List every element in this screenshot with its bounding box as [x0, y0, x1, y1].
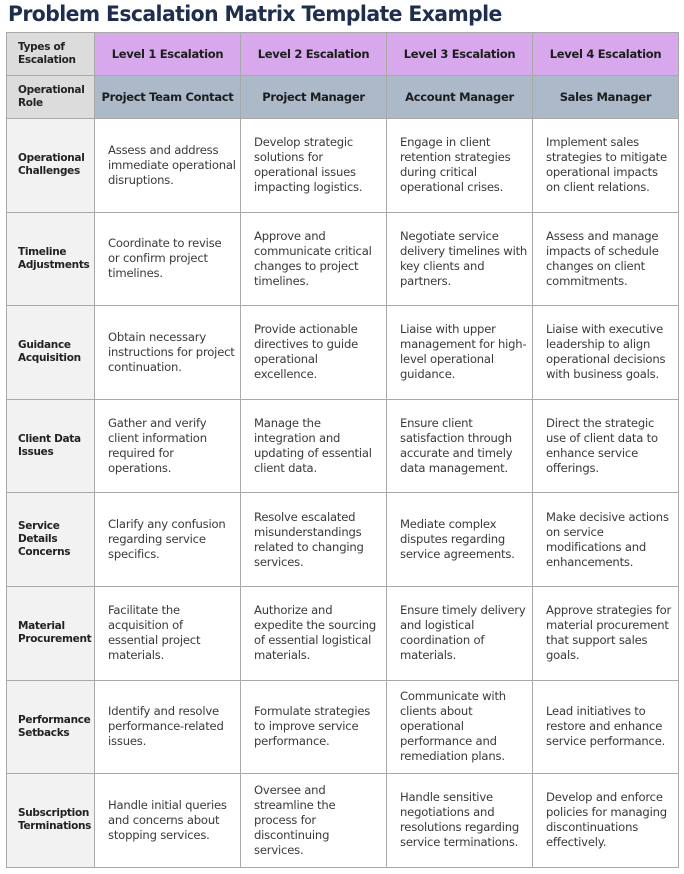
escalation-matrix-table: [6, 32, 679, 868]
escalation-type-label: Operational Challenges: [7, 119, 95, 213]
table-cell: Engage in client retention strategies during critical operational crises.: [387, 119, 533, 213]
table-cell: Ensure client satisfaction through accurate and timely data management.: [387, 399, 533, 493]
table-row: [7, 212, 679, 306]
table-cell: Communicate with clients about operational performance and remediation plans.: [387, 680, 533, 774]
table-row: [7, 586, 679, 680]
escalation-type-label: Client Data Issues: [7, 399, 95, 493]
table-cell: Develop and enforce policies for managing discontinuations effectively.: [533, 774, 679, 868]
table-cell: Authorize and expedite the sourcing of essential logistical materials.: [241, 586, 387, 680]
table-cell: Provide actionable directives to guide operational excellence.: [241, 306, 387, 400]
table-cell: Handle initial queries and concerns about stopping services.: [95, 774, 241, 868]
table-row: [7, 119, 679, 213]
table-cell: Resolve escalated misunderstandings related to changing services.: [241, 493, 387, 587]
role-level-3: Account Manager: [387, 76, 533, 119]
table-cell: Manage the integration and updating of essential client data.: [241, 399, 387, 493]
escalation-type-label: Guidance Acquisition: [7, 306, 95, 400]
table-row: [7, 493, 679, 587]
table-cell: Liaise with executive leadership to align operational decisions with business goals.: [533, 306, 679, 400]
table-cell: Mediate complex disputes regarding service agreements.: [387, 493, 533, 587]
table-cell: Direct the strategic use of client data to enhance service offerings.: [533, 399, 679, 493]
table-row: [7, 306, 679, 400]
role-level-2: Project Manager: [241, 76, 387, 119]
table-cell: Clarify any confusion regarding service specifics.: [95, 493, 241, 587]
escalation-levels-header-row: [7, 33, 679, 76]
table-cell: Assess and address immediate operational disruptions.: [95, 119, 241, 213]
page-title: Problem Escalation Matrix Template Example: [8, 2, 502, 26]
table-cell: Coordinate to revise or confirm project timelines.: [95, 212, 241, 306]
table-cell: Assess and manage impacts of schedule changes on client commitments.: [533, 212, 679, 306]
table-cell: Obtain necessary instructions for project continuation.: [95, 306, 241, 400]
table-cell: Identify and resolve performance-related issues.: [95, 680, 241, 774]
level-1-header: Level 1 Escalation: [95, 33, 241, 76]
table-cell: Formulate strategies to improve service performance.: [241, 680, 387, 774]
table-cell: Make decisive actions on service modifications and enhancements.: [533, 493, 679, 587]
table-cell: Liaise with upper management for high-level operational guidance.: [387, 306, 533, 400]
table-cell: Negotiate service delivery timelines with key clients and partners.: [387, 212, 533, 306]
role-level-1: Project Team Contact: [95, 76, 241, 119]
operational-roles-header-row: [7, 76, 679, 119]
table-row: [7, 399, 679, 493]
level-4-header: Level 4 Escalation: [533, 33, 679, 76]
table-cell: Ensure timely delivery and logistical coordination of materials.: [387, 586, 533, 680]
table-cell: Gather and verify client information required for operations.: [95, 399, 241, 493]
table-cell: Facilitate the acquisition of essential project materials.: [95, 586, 241, 680]
escalation-type-label: Timeline Adjustments: [7, 212, 95, 306]
escalation-type-label: Subscription Terminations: [7, 774, 95, 868]
table-cell: Oversee and streamline the process for discontinuing services.: [241, 774, 387, 868]
role-level-4: Sales Manager: [533, 76, 679, 119]
types-of-escalation-label: Types of Escalation: [7, 33, 95, 76]
table-cell: Implement sales strategies to mitigate operational impacts on client relations.: [533, 119, 679, 213]
escalation-type-label: Material Procurement: [7, 586, 95, 680]
level-3-header: Level 3 Escalation: [387, 33, 533, 76]
escalation-type-label: Service Details Concerns: [7, 493, 95, 587]
table-cell: Lead initiatives to restore and enhance service performance.: [533, 680, 679, 774]
escalation-type-label: Performance Setbacks: [7, 680, 95, 774]
table-cell: Handle sensitive negotiations and resolutions regarding service terminations.: [387, 774, 533, 868]
table-cell: Approve and communicate critical changes to project timelines.: [241, 212, 387, 306]
table-row: [7, 680, 679, 774]
operational-role-label: Operational Role: [7, 76, 95, 119]
table-row: [7, 774, 679, 868]
table-cell: Develop strategic solutions for operational issues impacting logistics.: [241, 119, 387, 213]
table-cell: Approve strategies for material procurement that support sales goals.: [533, 586, 679, 680]
level-2-header: Level 2 Escalation: [241, 33, 387, 76]
